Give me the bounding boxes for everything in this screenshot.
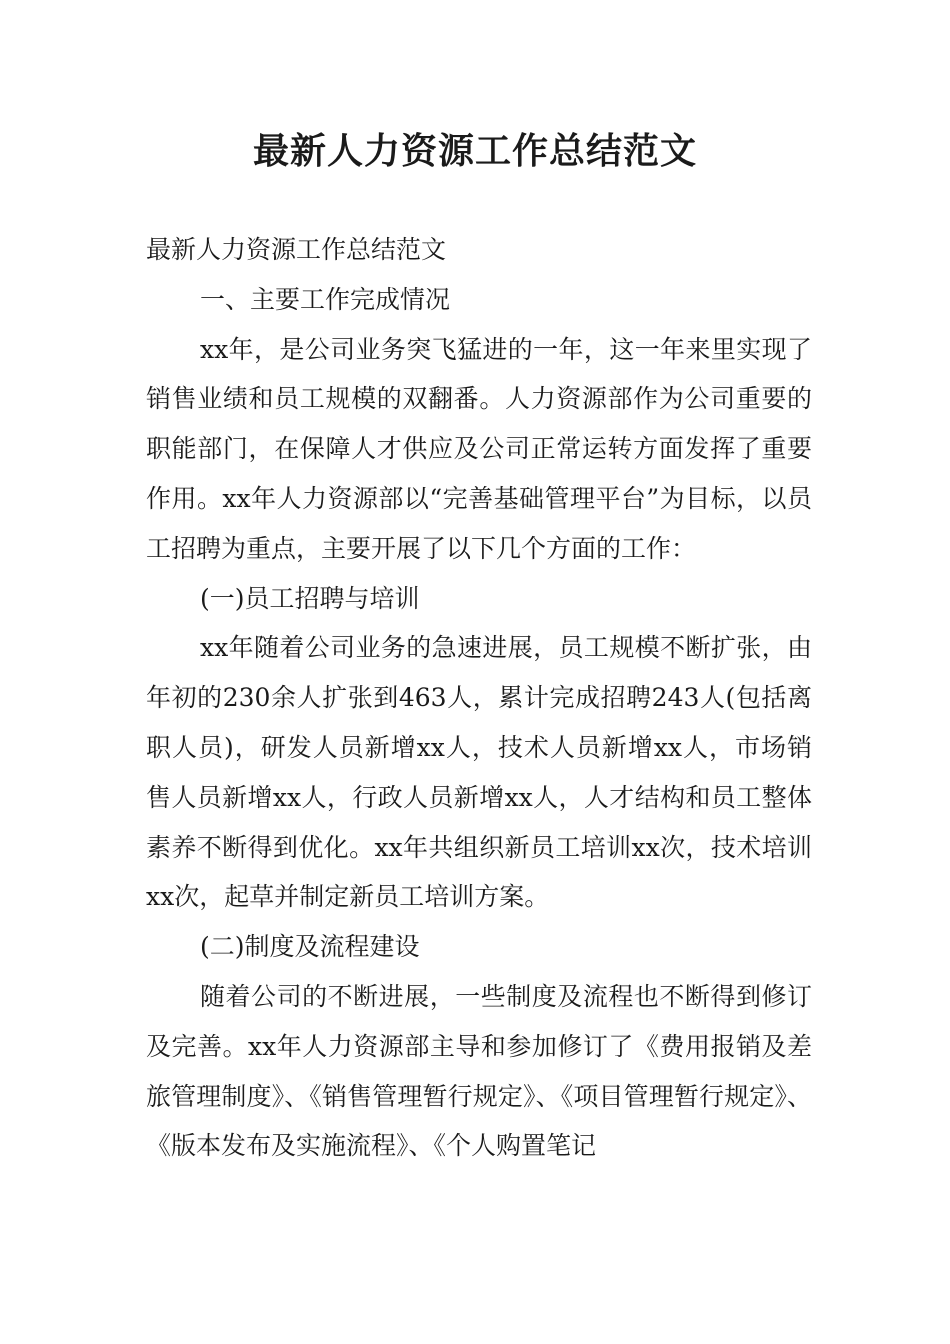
paragraph: 最新人力资源工作总结范文 — [146, 235, 447, 264]
paragraph: 随着公司的不断进展，一些制度及流程也不断得到修订及完善。xx年人力资源部主导和参加修订了《费用报销及差旅管理制度》、《销售管理暂行规定》、《项目管理暂行规定》、《版本发布及实施流程》、《个人购置笔记 — [146, 981, 812, 1161]
document-body — [146, 225, 812, 1171]
section-heading: 一、主要工作完成情况 — [200, 284, 451, 314]
paragraph: xx年随着公司业务的急速进展，员工规模不断扩张，由年初的230余人扩张到463人，累计完成招聘243人(包括离职人员)，研发人员新增xx人，技术人员新增xx人，市场销售人员新增xx人，行政人员新增xx人，人才结构和员工整体素养不断得到优化。xx年共组织新员工培训xx次，技术培训xx次，起草并制定新员工培训方案。 — [146, 633, 812, 912]
subsection-heading: (二)制度及流程建设 — [200, 932, 420, 962]
paragraph: xx年，是公司业务突飞猛进的一年，这一年来里实现了销售业绩和员工规模的双翻番。人力资源部作为公司重要的职能部门，在保障人才供应及公司正常运转方面发挥了重要作用。xx年人力资源部以“完善基础管理平台”为目标，以员工招聘为重点，主要开展了以下几个方面的工作： — [146, 334, 812, 563]
subsection-heading: (一)员工招聘与培训 — [200, 583, 420, 613]
document-title: 最新人力资源工作总结范文 — [252, 131, 697, 172]
